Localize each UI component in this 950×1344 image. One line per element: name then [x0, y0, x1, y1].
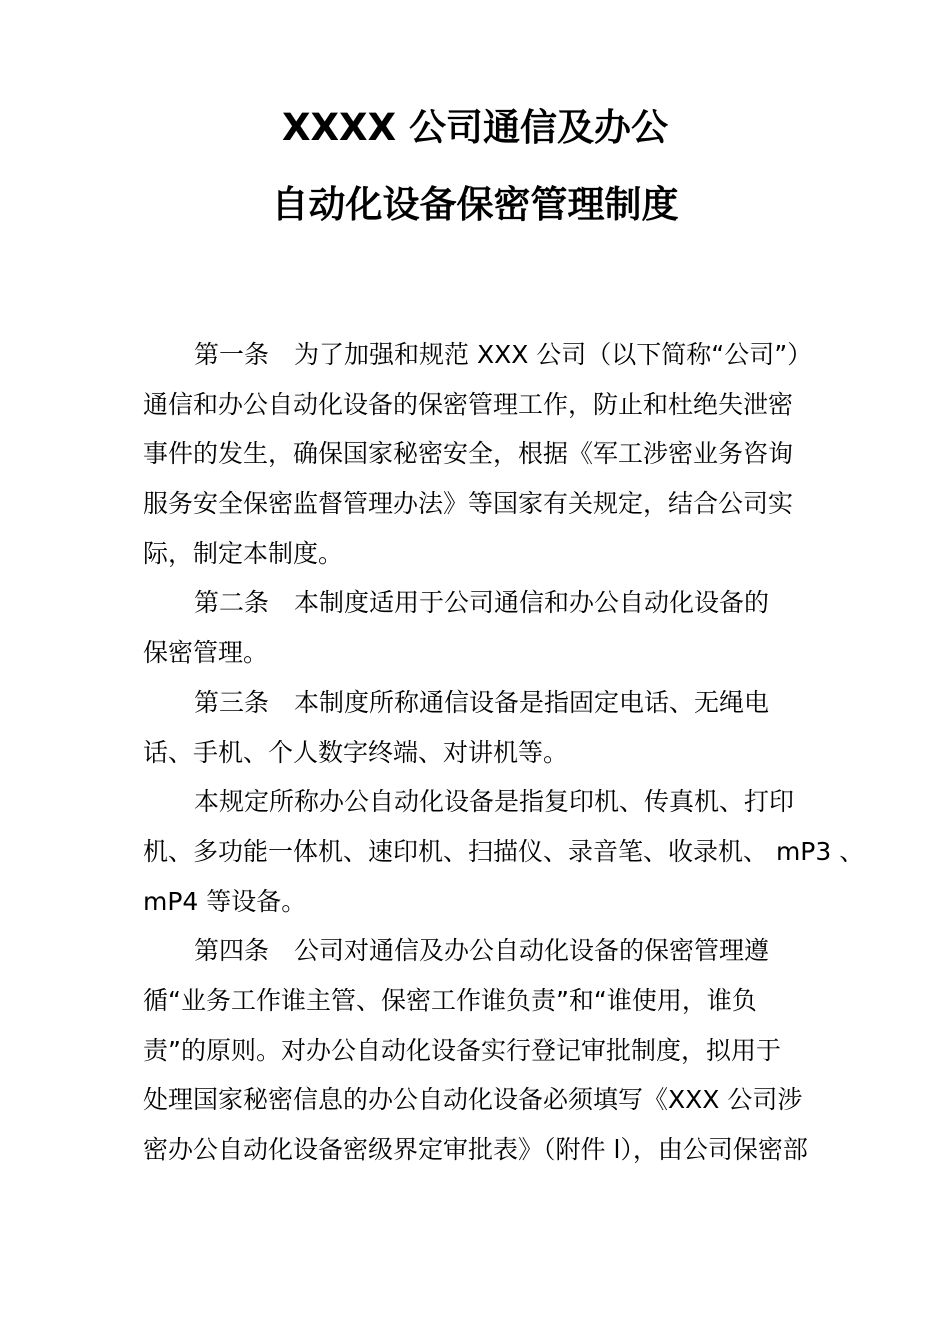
article-1-line: 服务安全保密监督管理办法》等国家有关规定，结合公司实 [143, 489, 794, 519]
article-1-line: 际，制定本制度。 [143, 538, 344, 568]
article-4-line: 第四条 公司对通信及办公自动化设备的保密管理遵 [194, 936, 770, 966]
article-3-line: 话、手机、个人数字终端、对讲机等。 [143, 737, 569, 767]
article-2-line: 保密管理。 [143, 638, 269, 668]
article-1-line: 事件的发生，确保国家秘密安全，根据《军工涉密业务咨询 [143, 439, 794, 469]
article-2-line: 第二条 本制度适用于公司通信和办公自动化设备的 [194, 588, 770, 618]
article-4-line: 密办公自动化设备密级界定审批表》（附件 l），由公司保密部 [143, 1135, 808, 1164]
article-4-line: 处理国家秘密信息的办公自动化设备必须填写《XXX 公司涉 [143, 1085, 803, 1115]
document-title-line-1: XXXX 公司通信及办公 [282, 106, 668, 149]
article-3-paragraph-2-line: 机、多功能一体机、速印机、扫描仪、录音笔、收录机、 mP3 、 [143, 836, 865, 866]
article-4-line: 责”的原则。对办公自动化设备实行登记审批制度，拟用于 [143, 1035, 781, 1065]
article-3-line: 第三条 本制度所称通信设备是指固定电话、无绳电 [194, 687, 770, 717]
document-title-line-2: 自动化设备保密管理制度 [271, 183, 679, 226]
article-3-paragraph-2-line: mP4 等设备。 [143, 886, 307, 916]
document-body [143, 330, 865, 1175]
article-1-line: 第一条 为了加强和规范 XXX 公司（以下简称“公司”） [194, 340, 813, 369]
article-3-paragraph-2-line: 本规定所称办公自动化设备是指复印机、传真机、打印 [194, 787, 795, 817]
article-1-line: 通信和办公自动化设备的保密管理工作，防止和杜绝失泄密 [143, 389, 794, 419]
article-4-line: 循“业务工作谁主管、保密工作谁负责”和“谁使用，谁负 [143, 985, 757, 1015]
